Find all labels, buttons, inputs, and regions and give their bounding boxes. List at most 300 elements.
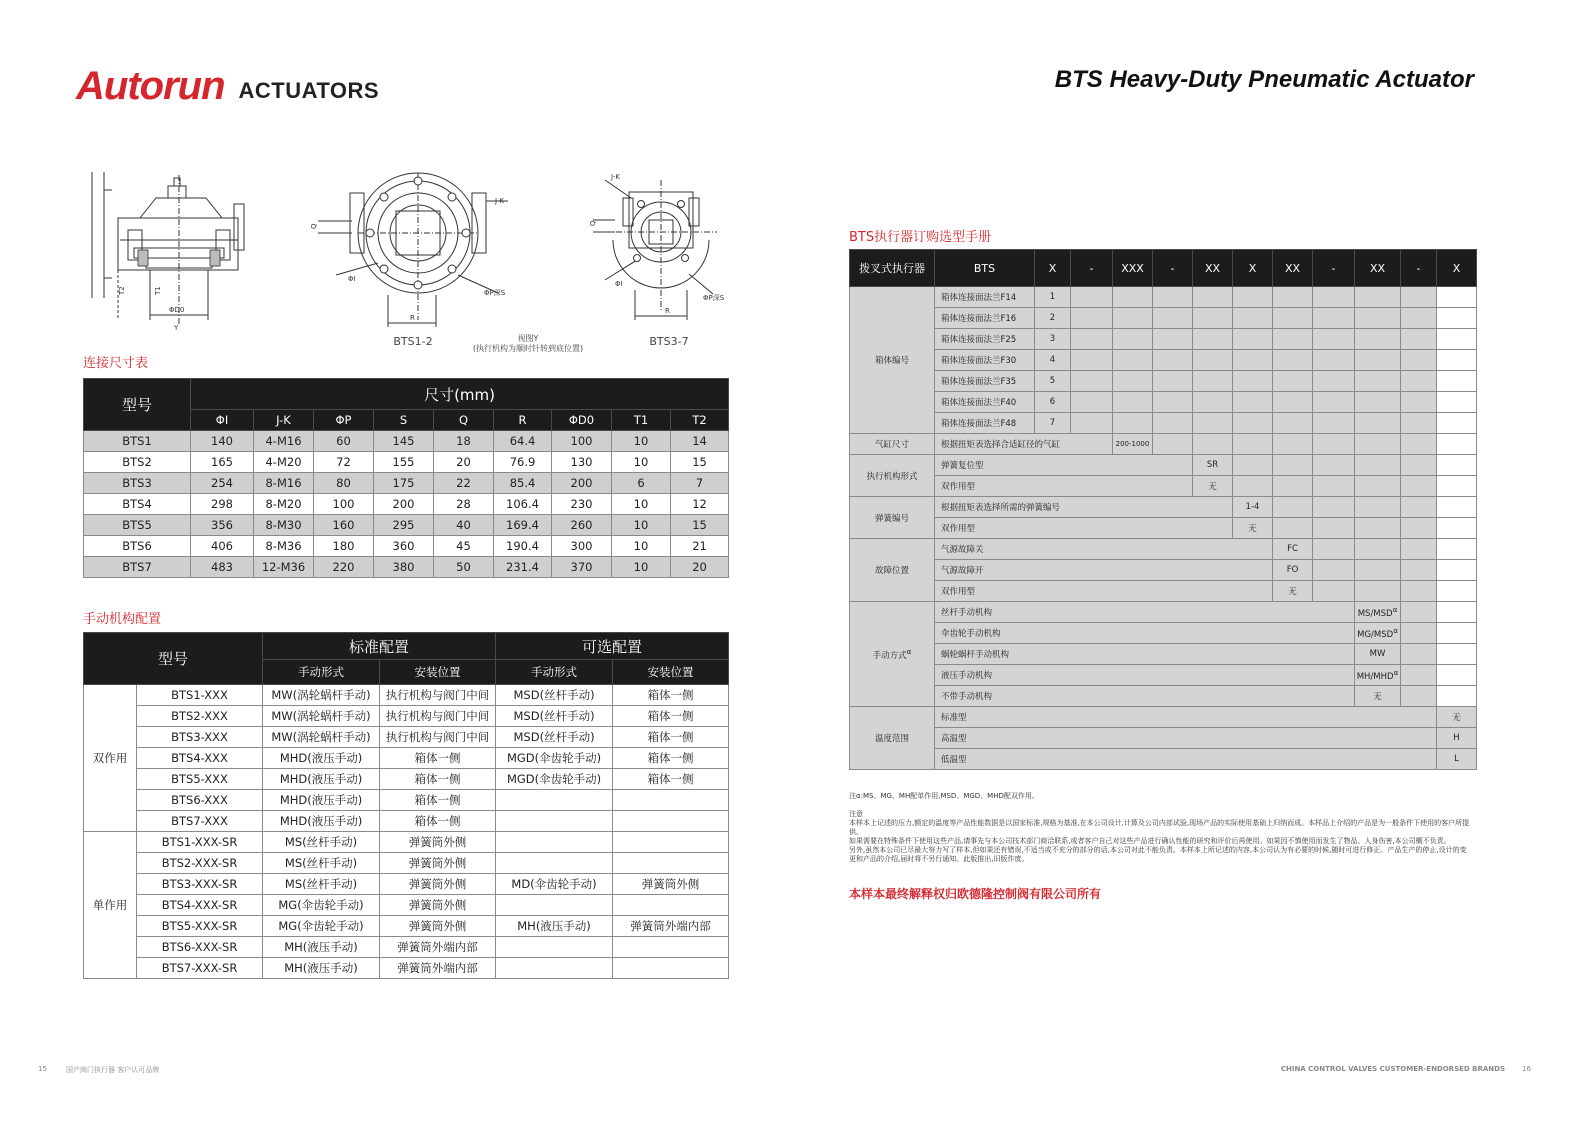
order-option-label: 伞齿轮手动机构 [935,623,1355,644]
manual-value-cell [613,958,729,979]
order-empty-cell [1437,686,1477,707]
order-empty-cell [1355,455,1401,476]
conn-value-cell: 180 [314,536,374,557]
order-header-cell: - [1153,250,1193,287]
manual-value-cell: 执行机构与阀门中间 [380,685,496,706]
manual-value-cell [613,811,729,832]
order-empty-cell [1233,350,1273,371]
order-header-cell: BTS [935,250,1035,287]
order-selection-table [849,249,1477,770]
alpha-sup: α [1393,668,1399,678]
order-empty-cell [1355,413,1401,434]
order-empty-cell [1193,350,1233,371]
manual-value-cell: MG(伞齿轮手动) [263,916,380,937]
phid0-label: ΦD0 [169,306,185,314]
manual-value-cell: 弹簧筒外侧 [380,853,496,874]
conn-value-cell: 7 [671,473,729,494]
manual-value-cell [496,937,613,958]
conn-value-cell: 50 [434,557,494,578]
order-option-label: 标准型 [935,707,1437,728]
manual-value-cell: 箱体一侧 [380,748,496,769]
order-header-cell: XX [1193,250,1233,287]
conn-value-cell: 169.4 [494,515,552,536]
manual-value-cell: MH(液压手动) [496,916,613,937]
conn-value-cell: 165 [191,452,254,473]
order-option-label: 弹簧复位型 [935,455,1193,476]
conn-value-cell: 21 [671,536,729,557]
manual-value-cell: MH(液压手动) [263,958,380,979]
order-empty-cell [1313,392,1355,413]
order-empty-cell [1273,392,1313,413]
conn-row [84,494,729,515]
conn-value-cell: 22 [434,473,494,494]
order-empty-cell [1233,308,1273,329]
order-row [850,434,1477,455]
conn-value-cell: 64.4 [494,431,552,452]
manual-row [84,790,729,811]
manual-row [84,832,729,853]
order-empty-cell [1153,392,1193,413]
conn-value-cell: 100 [314,494,374,515]
order-empty-cell [1193,329,1233,350]
manual-opt-header: 可选配置 [496,633,729,660]
conn-value-cell: 140 [191,431,254,452]
std-form-header: 手动形式 [263,660,380,685]
order-header-cell: - [1401,250,1437,287]
manual-model-cell: BTS2-XXX [137,706,263,727]
order-row [850,665,1477,686]
order-empty-cell [1355,497,1401,518]
manual-value-cell: MHD(液压手动) [263,748,380,769]
order-cat-failure: 故障位置 [850,539,935,602]
order-option-label: 双作用型 [935,476,1193,497]
opt-form-header: 手动形式 [496,660,613,685]
manual-value-cell: 箱体一侧 [613,748,729,769]
order-row [850,644,1477,665]
order-row [850,350,1477,371]
order-empty-cell [1071,287,1113,308]
order-empty-cell [1437,644,1477,665]
order-row [850,749,1477,770]
jk-label: J-K [495,197,504,205]
order-cat-cylinder: 气缸尺寸 [850,434,935,455]
order-empty-cell [1313,539,1355,560]
conn-value-cell: 40 [434,515,494,536]
order-option-code: 4 [1035,350,1071,371]
order-row [850,602,1477,623]
order-empty-cell [1153,329,1193,350]
conn-value-cell: 106.4 [494,494,552,515]
conn-value-cell: 8-M36 [254,536,314,557]
order-empty-cell [1437,371,1477,392]
conn-row [84,452,729,473]
order-empty-cell [1401,413,1437,434]
order-empty-cell [1113,371,1153,392]
order-empty-cell [1313,287,1355,308]
order-empty-cell [1437,476,1477,497]
order-empty-cell [1313,329,1355,350]
order-empty-cell [1401,518,1437,539]
order-empty-cell [1113,329,1153,350]
order-empty-cell [1233,287,1273,308]
order-empty-cell [1193,308,1233,329]
manual-model-cell: BTS6-XXX-SR [137,937,263,958]
order-header-cell: 拨叉式执行器 [850,250,935,287]
manual-value-cell: 弹簧筒外侧 [613,874,729,895]
order-option-code: SR [1193,455,1233,476]
manual-value-cell: 弹簧筒外侧 [380,916,496,937]
manual-value-cell: MG(伞齿轮手动) [263,895,380,916]
order-header-cell: - [1313,250,1355,287]
order-empty-cell [1193,434,1233,455]
manual-group-label: 单作用 [84,832,137,979]
manual-value-cell: MSD(丝杆手动) [496,706,613,727]
conn-value-cell: 10 [612,431,671,452]
conn-col-header: Q [434,410,494,431]
conn-value-cell: 14 [671,431,729,452]
footer-left-text: 国产阀门执行器 客户认可品牌 [66,1066,160,1074]
order-empty-cell [1071,413,1113,434]
conn-value-cell: 483 [191,557,254,578]
manual-value-cell: 箱体一侧 [613,769,729,790]
order-empty-cell [1193,413,1233,434]
order-row [850,707,1477,728]
order-row [850,371,1477,392]
manual-row [84,706,729,727]
manual-row [84,916,729,937]
conn-value-cell: 175 [374,473,434,494]
conn-value-cell: 60 [314,431,374,452]
order-option-code: 无 [1437,707,1477,728]
order-empty-cell [1113,350,1153,371]
order-empty-cell [1113,413,1153,434]
conn-value-cell: 8-M20 [254,494,314,515]
phip-label: ΦP深S [484,289,506,297]
order-row [850,287,1477,308]
manual-model-cell: BTS3-XXX [137,727,263,748]
conn-col-header: R [494,410,552,431]
order-option-code: 3 [1035,329,1071,350]
order-empty-cell [1313,434,1355,455]
order-option-code: 5 [1035,371,1071,392]
conn-value-cell: 295 [374,515,434,536]
conn-value-cell: 8-M30 [254,515,314,536]
conn-value-cell: 155 [374,452,434,473]
manual-model-cell: BTS7-XXX-SR [137,958,263,979]
conn-value-cell: 370 [552,557,612,578]
order-empty-cell [1071,392,1113,413]
order-empty-cell [1233,476,1273,497]
conn-value-cell: 10 [612,515,671,536]
conn-value-cell: 6 [612,473,671,494]
footer-left-page-number: 15 [38,1065,47,1073]
order-empty-cell [1355,329,1401,350]
manual-table-title: 手动机构配置 [83,612,162,627]
r-label: R [410,314,415,322]
order-empty-cell [1401,665,1437,686]
manual-value-cell: 箱体一侧 [380,790,496,811]
order-option-label: 箱体连接面法兰F40 [935,392,1035,413]
conn-model-cell: BTS2 [84,452,191,473]
order-footnote: 注α:MS、MG、MH配单作用,MSD、MGD、MHD配双作用。 [849,792,1039,800]
side-view-drawing [78,170,253,335]
q-label-2: Q [589,220,597,226]
order-option-label: 根据扭矩表选择合适缸径的气缸 [935,434,1113,455]
conn-value-cell: 4-M16 [254,431,314,452]
manual-value-cell [496,895,613,916]
order-empty-cell [1355,581,1401,602]
phip-label-2: ΦP深S [703,294,725,302]
order-option-label: 不带手动机构 [935,686,1355,707]
order-empty-cell [1153,350,1193,371]
order-empty-cell [1401,497,1437,518]
manual-std-header: 标准配置 [263,633,496,660]
order-empty-cell [1437,518,1477,539]
order-row [850,686,1477,707]
conn-value-cell: 20 [434,452,494,473]
order-cat-actuator: 执行机构形式 [850,455,935,497]
notes-heading: 注意 [849,810,863,818]
order-empty-cell [1401,434,1437,455]
order-empty-cell [1071,371,1113,392]
order-option-code: 无 [1355,686,1401,707]
order-empty-cell [1193,287,1233,308]
order-header-cell: XXX [1113,250,1153,287]
order-header-cell: XX [1273,250,1313,287]
order-empty-cell [1273,413,1313,434]
conn-col-header: T1 [612,410,671,431]
order-option-label: 双作用型 [935,581,1273,602]
order-empty-cell [1313,308,1355,329]
conn-model-cell: BTS4 [84,494,191,515]
manual-value-cell: 弹簧筒外侧 [380,832,496,853]
t1-label: T1 [154,286,162,295]
manual-model-cell: BTS1-XXX-SR [137,832,263,853]
notes-line-3: 另外,虽然本公司已尽最大努力写了样本,但如果还有错误,不适当或不充分的部分的话,本公司对此不能负责。本样本上所记述的内容,本公司认为有必要的时候,随时可进行修正。产品生产的停止,设计的变更和产品的介绍,届时将不另行通知。此版推出,旧版作废。 [849,846,1467,863]
order-empty-cell [1437,539,1477,560]
order-empty-cell [1355,539,1401,560]
order-option-code: 7 [1035,413,1071,434]
manual-value-cell: MGD(伞齿轮手动) [496,769,613,790]
order-empty-cell [1313,518,1355,539]
order-empty-cell [1273,497,1313,518]
conn-col-header: S [374,410,434,431]
alpha-sup: α [906,647,912,657]
conn-value-cell: 300 [552,536,612,557]
order-empty-cell [1273,434,1313,455]
order-empty-cell [1437,350,1477,371]
conn-value-cell: 12 [671,494,729,515]
order-header-cell: X [1035,250,1071,287]
order-empty-cell [1153,371,1193,392]
bts3-7-view-drawing [585,170,735,320]
std-pos-header: 安装位置 [380,660,496,685]
conn-row [84,557,729,578]
order-row [850,392,1477,413]
order-empty-cell [1437,413,1477,434]
manual-model-cell: BTS5-XXX [137,769,263,790]
conn-value-cell: 76.9 [494,452,552,473]
order-option-label: 箱体连接面法兰F16 [935,308,1035,329]
order-empty-cell [1401,581,1437,602]
manual-model-header: 型号 [84,633,263,685]
order-table-title: BTS执行器订购选型手册 [849,230,992,245]
footer-right-page-number: 16 [1522,1065,1531,1073]
manual-value-cell: MGD(伞齿轮手动) [496,748,613,769]
page-title: BTS Heavy-Duty Pneumatic Actuator [1054,66,1474,93]
manual-value-cell: MHD(液压手动) [263,811,380,832]
r-label-2: R [665,307,670,315]
conn-row [84,515,729,536]
conn-row [84,473,729,494]
conn-value-cell: 80 [314,473,374,494]
manual-value-cell: 弹簧筒外侧 [380,895,496,916]
order-option-label: 高温型 [935,728,1437,749]
order-option-label: 箱体连接面法兰F25 [935,329,1035,350]
order-row [850,455,1477,476]
drawing-caption-view [458,334,598,354]
manual-value-cell: 弹簧筒外侧 [380,874,496,895]
conn-value-cell: 10 [612,452,671,473]
order-empty-cell [1401,686,1437,707]
order-empty-cell [1355,518,1401,539]
order-empty-cell [1401,602,1437,623]
order-option-code: 无 [1233,518,1273,539]
conn-value-cell: 28 [434,494,494,515]
conn-model-cell: BTS7 [84,557,191,578]
manual-value-cell: MW(涡轮蜗杆手动) [263,706,380,727]
conn-table-title: 连接尺寸表 [83,356,149,371]
order-option-code: FC [1273,539,1313,560]
manual-value-cell: 弹簧筒外端内部 [380,937,496,958]
manual-value-cell: 箱体一侧 [613,727,729,748]
order-empty-cell [1437,392,1477,413]
order-empty-cell [1401,308,1437,329]
order-row [850,539,1477,560]
conn-col-header: ΦI [191,410,254,431]
order-option-code: L [1437,749,1477,770]
conn-dim-header: 尺寸(mm) [191,379,729,410]
manual-value-cell: MD(伞齿轮手动) [496,874,613,895]
manual-value-cell: 弹簧筒外端内部 [613,916,729,937]
order-empty-cell [1313,371,1355,392]
manual-value-cell: MW(涡轮蜗杆手动) [263,727,380,748]
manual-row [84,769,729,790]
order-option-code: 2 [1035,308,1071,329]
brand-logo [76,66,379,106]
order-empty-cell [1273,476,1313,497]
order-empty-cell [1273,287,1313,308]
order-empty-cell [1273,329,1313,350]
order-empty-cell [1355,308,1401,329]
conn-value-cell: 360 [374,536,434,557]
order-row [850,560,1477,581]
phi1-label: ΦI [348,275,356,283]
order-row [850,581,1477,602]
order-empty-cell [1401,287,1437,308]
manual-row [84,895,729,916]
order-empty-cell [1273,371,1313,392]
order-option-code: FO [1273,560,1313,581]
order-empty-cell [1313,413,1355,434]
conn-value-cell: 145 [374,431,434,452]
order-empty-cell [1437,308,1477,329]
order-empty-cell [1233,392,1273,413]
manual-value-cell: 箱体一侧 [380,811,496,832]
conn-value-cell: 200 [552,473,612,494]
t2-label: T2 [118,286,126,295]
manual-value-cell [496,811,613,832]
manual-value-cell: MS(丝杆手动) [263,874,380,895]
order-row [850,329,1477,350]
order-empty-cell [1437,665,1477,686]
order-empty-cell [1273,308,1313,329]
q-label: Q [310,223,318,229]
manual-value-cell [613,790,729,811]
order-empty-cell [1313,455,1355,476]
order-empty-cell [1153,413,1193,434]
order-header-cell: XX [1355,250,1401,287]
order-option-label: 液压手动机构 [935,665,1355,686]
y-label: Y [174,324,179,332]
manual-value-cell [496,790,613,811]
notes-line-2: 如果需要在特殊条件下使用这些产品,请事先与本公司技术部门商洽联系,或者客户自己对这些产品进行确认性能的研究和评价后再使用。如果因不慎使用而发生了物品、人身伤害,本公司概不负责。 [849,837,1451,845]
conn-value-cell: 10 [612,494,671,515]
order-option-code: 6 [1035,392,1071,413]
order-option-code: H [1437,728,1477,749]
manual-value-cell [613,895,729,916]
conn-value-cell: 15 [671,452,729,473]
order-empty-cell [1313,476,1355,497]
conn-col-header: ΦD0 [552,410,612,431]
order-empty-cell [1355,287,1401,308]
manual-row [84,811,729,832]
manual-value-cell: 箱体一侧 [380,769,496,790]
conn-model-cell: BTS3 [84,473,191,494]
manual-model-cell: BTS4-XXX [137,748,263,769]
order-empty-cell [1071,329,1113,350]
footer-right-text: CHINA CONTROL VALVES CUSTOMER-ENDORSED BRANDS [1280,1065,1505,1073]
order-empty-cell [1313,560,1355,581]
order-empty-cell [1401,623,1437,644]
conn-model-cell: BTS6 [84,536,191,557]
manual-model-cell: BTS4-XXX-SR [137,895,263,916]
manual-row [84,937,729,958]
conn-value-cell: 356 [191,515,254,536]
order-header-cell: X [1233,250,1273,287]
alpha-sup: α [1393,626,1398,636]
manual-value-cell: 执行机构与阀门中间 [380,727,496,748]
conn-model-cell: BTS1 [84,431,191,452]
manual-model-cell: BTS1-XXX [137,685,263,706]
conn-value-cell: 12-M36 [254,557,314,578]
alpha-sup: α [1392,605,1398,615]
order-header-cell: - [1071,250,1113,287]
opt-pos-header: 安装位置 [613,660,729,685]
drawing-caption-bts1-2: BTS1-2 [393,335,433,348]
conn-value-cell: 230 [552,494,612,515]
conn-value-cell: 15 [671,515,729,536]
conn-value-cell: 8-M16 [254,473,314,494]
order-empty-cell [1113,308,1153,329]
order-option-code: 200-1000 [1113,434,1153,455]
drawing-caption-bts3-7: BTS3-7 [649,335,689,348]
order-empty-cell [1273,518,1313,539]
conn-col-header: ΦP [314,410,374,431]
order-empty-cell [1437,497,1477,518]
manual-value-cell: MSD(丝杆手动) [496,727,613,748]
order-empty-cell [1355,350,1401,371]
